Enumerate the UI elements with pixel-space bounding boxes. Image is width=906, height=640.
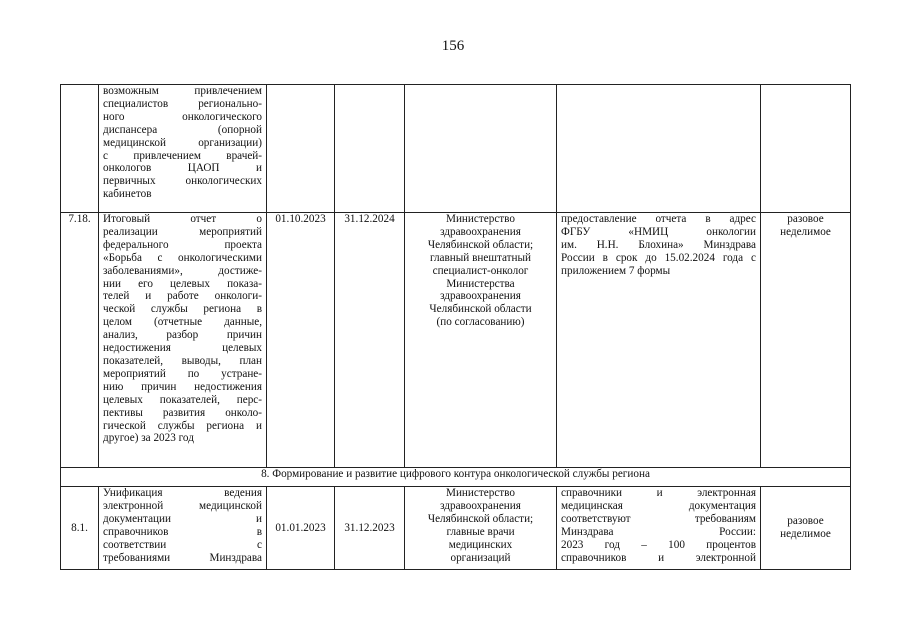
text-line: заболеваниями», достиже- xyxy=(103,264,262,277)
text-line: (по согласованию) xyxy=(436,316,525,329)
text-line: медицинская документация xyxy=(561,499,756,512)
table-row xyxy=(61,213,851,468)
page-number: 156 xyxy=(441,38,465,54)
text-line: Унификация ведения xyxy=(103,487,262,499)
expected-result xyxy=(557,85,761,213)
measure-kind xyxy=(761,85,851,213)
text-line: Министерство xyxy=(446,487,515,499)
text-line: Челябинской области; xyxy=(427,512,534,525)
section-heading: 8. Формирование и развитие цифрового контура онкологической службы региона xyxy=(61,468,851,487)
text-line: онкологов ЦАОП и xyxy=(103,162,262,175)
text-line: пективы развития онколо- xyxy=(103,406,262,419)
text-line: нии его целевых показа- xyxy=(103,277,262,290)
text-line: кабинетов xyxy=(103,188,152,201)
text-line: Министерства xyxy=(446,277,515,290)
text-line: соответствуют требованиям xyxy=(561,512,756,525)
text-line: диспансера (опорной xyxy=(103,123,262,136)
text-line: соответствии с xyxy=(103,538,262,551)
section-heading-row xyxy=(61,468,851,487)
row-number xyxy=(61,85,99,213)
text-line: справочников и электронной xyxy=(561,551,756,564)
text-line: электронной медицинской xyxy=(103,499,262,512)
text-line: телей и работе онкологи- xyxy=(103,290,262,303)
text-line: «Борьба с онкологическими xyxy=(103,251,262,264)
text-line: другое) за 2023 год xyxy=(103,432,194,445)
text-line: требованиями Минздрава xyxy=(103,551,262,564)
text-line: реализации мероприятий xyxy=(103,225,262,238)
measure-description xyxy=(99,85,267,213)
text-line: здравоохранения xyxy=(440,499,521,512)
text-line: нию причин недостижения xyxy=(103,380,262,393)
text-line: организаций xyxy=(450,551,511,564)
row-number: 8.1. xyxy=(61,487,99,570)
executor xyxy=(405,487,557,570)
text-line: разовое xyxy=(787,515,824,528)
text-line: ного онкологического xyxy=(103,110,262,123)
text-line: Итоговый отчет о xyxy=(103,213,262,225)
text-line: им. Н.Н. Блохина» Минздрава xyxy=(561,238,756,251)
text-line: Челябинской области; xyxy=(427,238,534,251)
measure-description xyxy=(99,487,267,570)
start-date: 01.01.2023 xyxy=(267,487,335,570)
text-line: ческой службы региона в xyxy=(103,303,262,316)
text-line: недостижения целевых xyxy=(103,342,262,355)
text-line: медицинских xyxy=(448,538,513,551)
text-line: специалист-онколог xyxy=(432,264,529,277)
end-date: 31.12.2024 xyxy=(335,213,405,468)
text-line: целом (отчетные данные, xyxy=(103,316,262,329)
row-number: 7.18. xyxy=(61,213,99,468)
text-line: Министерство xyxy=(446,213,515,225)
text-line: мероприятий по устране- xyxy=(103,367,262,380)
text-line: Челябинской области xyxy=(429,303,532,316)
text-line: первичных онкологических xyxy=(103,175,262,188)
measure-kind xyxy=(761,213,851,468)
text-line: справочников в xyxy=(103,525,262,538)
start-date: 01.10.2023 xyxy=(267,213,335,468)
text-line: здравоохранения xyxy=(440,290,521,303)
executor xyxy=(405,213,557,468)
text-line: ФГБУ «НМИЦ онкологии xyxy=(561,225,756,238)
table-row xyxy=(61,85,851,213)
expected-result xyxy=(557,487,761,570)
text-line: главный внештатный xyxy=(429,251,532,264)
text-line: анализ, разбор причин xyxy=(103,329,262,342)
plan-table xyxy=(60,84,851,570)
end-date xyxy=(335,85,405,213)
text-line: разовое xyxy=(787,213,824,225)
measure-description xyxy=(99,213,267,468)
text-line: России в срок до 15.02.2024 года с xyxy=(561,251,756,264)
text-line: с привлечением врачей- xyxy=(103,149,262,162)
text-line: гической службы региона и xyxy=(103,419,262,432)
text-line: медицинской организации) xyxy=(103,136,262,149)
text-line: справочники и электронная xyxy=(561,487,756,499)
text-line: целевых показателей, перс- xyxy=(103,393,262,406)
text-line: федерального проекта xyxy=(103,238,262,251)
text-line: приложением 7 формы xyxy=(561,264,671,277)
end-date: 31.12.2023 xyxy=(335,487,405,570)
executor xyxy=(405,85,557,213)
text-line: возможным привлечением xyxy=(103,85,262,97)
text-line: специалистов регионально- xyxy=(103,97,262,110)
text-line: документации и xyxy=(103,512,262,525)
measure-kind xyxy=(761,487,851,570)
table-row xyxy=(61,487,851,570)
text-line: здравоохранения xyxy=(440,225,521,238)
text-line: неделимое xyxy=(780,528,831,540)
expected-result xyxy=(557,213,761,468)
text-line: главные врачи xyxy=(446,525,515,538)
start-date xyxy=(267,85,335,213)
text-line: неделимое xyxy=(780,225,831,238)
text-line: Минздрава России: xyxy=(561,525,756,538)
text-line: 2023 год – 100 процентов xyxy=(561,538,756,551)
text-line: предоставление отчета в адрес xyxy=(561,213,756,225)
text-line: показателей, выводы, план xyxy=(103,354,262,367)
